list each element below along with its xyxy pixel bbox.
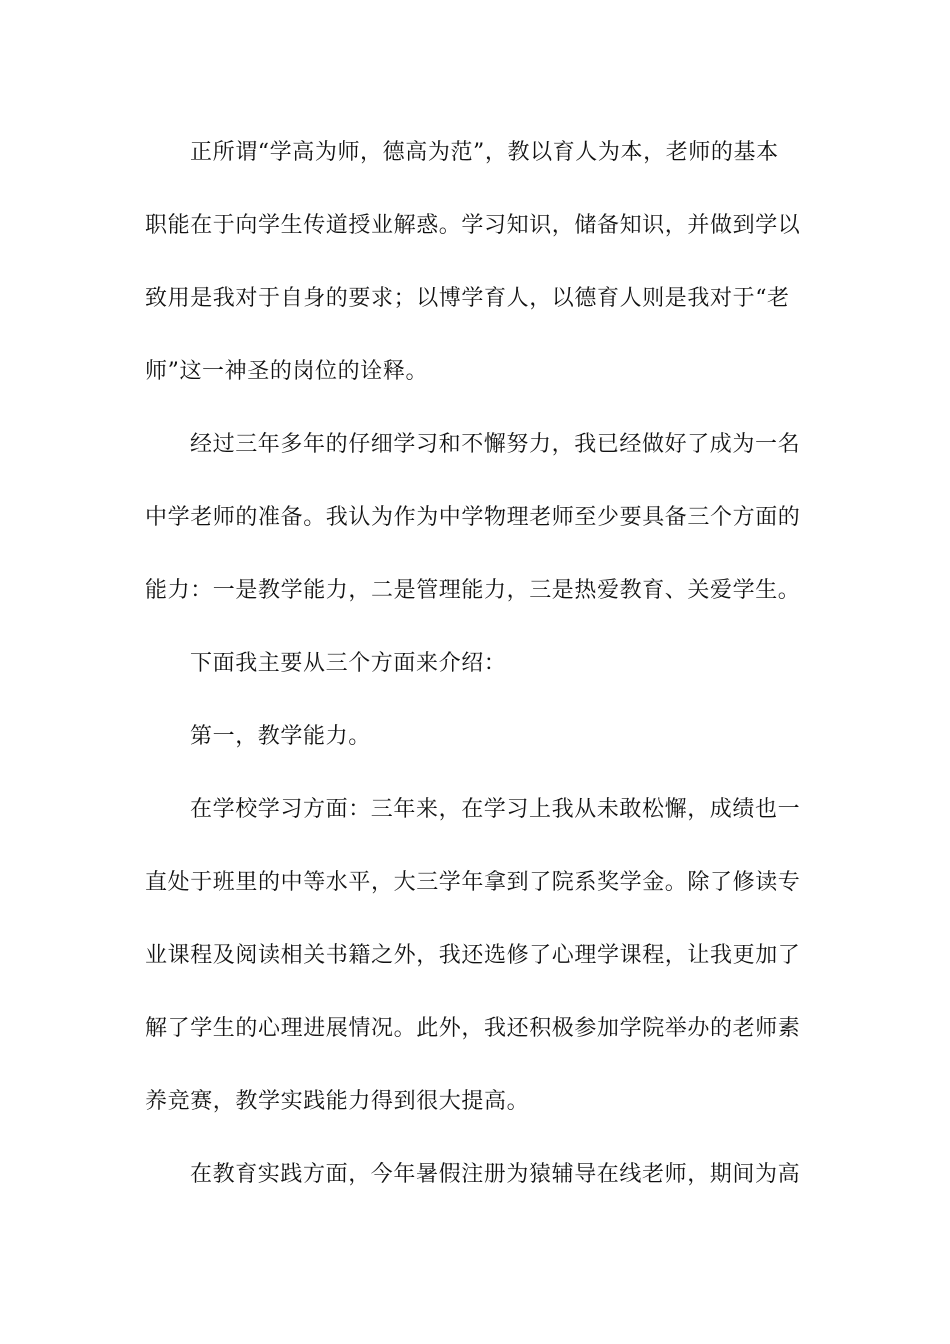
- text-line: 师”这一神圣的岗位的诠释。: [145, 359, 429, 384]
- text-line: 正所谓“学高为师，德高为范”，教以育人为本，老师的基本: [190, 140, 779, 165]
- text-line: 职能在于向学生传道授业解惑。学习知识，储备知识，并做到学以: [145, 213, 801, 238]
- text-line: 致用是我对于自身的要求；以博学育人，以德育人则是我对于“老: [145, 286, 790, 311]
- text-line: 能力：一是教学能力，二是管理能力，三是热爱教育、关爱学生。: [145, 578, 801, 603]
- text-line: 解了学生的心理进展情况。此外，我还积极参加学院举办的老师素: [145, 1016, 801, 1041]
- text-line: 业课程及阅读相关书籍之外，我还选修了心理学课程，让我更加了: [145, 943, 801, 968]
- text-line: 中学老师的准备。我认为作为中学物理老师至少要具备三个方面的: [145, 505, 801, 530]
- text-line: 养竞赛，教学实践能力得到很大提高。: [145, 1089, 530, 1114]
- text-line: 在学校学习方面：三年来，在学习上我从未敢松懈，成绩也一: [190, 797, 801, 822]
- text-line: 第一，教学能力。: [190, 724, 371, 749]
- text-line: 在教育实践方面，今年暑假注册为猿辅导在线老师，期间为高: [190, 1162, 801, 1187]
- text-line: 下面我主要从三个方面来介绍：: [190, 651, 507, 676]
- text-line: 直处于班里的中等水平，大三学年拿到了院系奖学金。除了修读专: [145, 870, 801, 895]
- text-line: 经过三年多年的仔细学习和不懈努力，我已经做好了成为一名: [190, 432, 801, 457]
